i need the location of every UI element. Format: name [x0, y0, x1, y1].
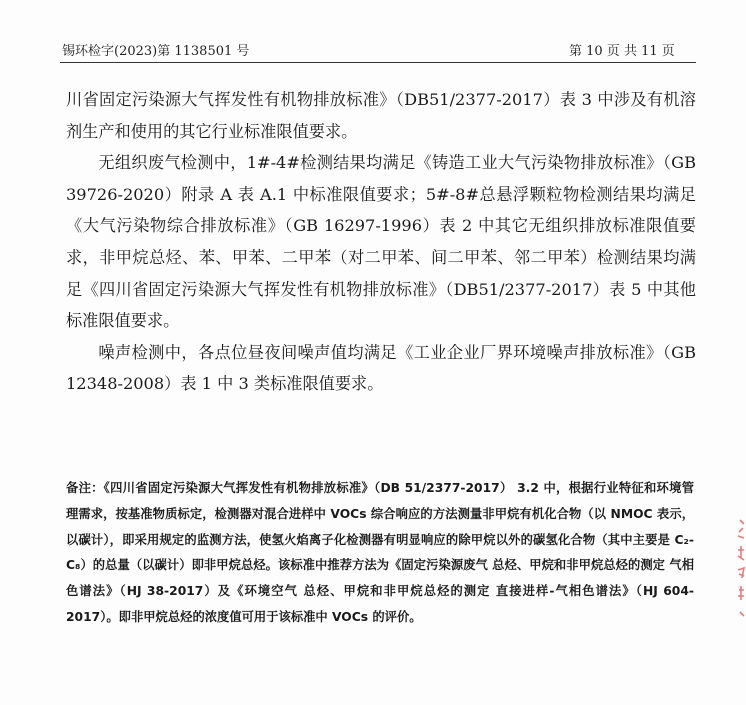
remarks-note [66, 476, 694, 631]
paragraph-noise: 噪声检测中，各点位昼夜间噪声值均满足《工业企业厂界环境噪声排放标准》（GB 12348-2008）表 1 中 3 类标准限值要求。 [66, 342, 696, 394]
page-indicator: 第 10 页 共 11 页 [569, 44, 675, 59]
paragraph-continuation: 川省固定污染源大气挥发性有机物排放标准》（DB51/2377-2017）表 3 中涉及有机溶剂生产和使用的其它行业标准限值要求。 [66, 90, 696, 141]
remarks-text: 备注：《四川省固定污染源大气挥发性有机物排放标准》（DB 51/2377-2017） 3.2 中，根据行业特征和环境管理需求，按基准物质标定，检测器对混合进样中 VOCs 综合响应的方法测量非甲烷有机化合物（以 NMOC 表示，以碳计），即采用规定的监测方法，使氢火焰离子化检测器有明显响应的除甲烷以外的碳氢化合物（其中主要是 C₂-C₈）的总量（以碳计）即非甲烷总烃。该标准中推荐方法为《固定污染源废气 总烃、甲烷和非甲烷总烃的测定 气相色谱法》（HJ 38-2017）及《环境空气 总烃、甲烷和非甲烷总烃的测定 直接进样-气相色谱法》（HJ 604-2017）。即非甲烷总烃的浓度值可用于该标准中 VOCs 的评价。 [66, 481, 694, 624]
report-number: 锡环检字(2023)第 1138501 号 [62, 44, 250, 59]
seal-fragment-icon [730, 516, 746, 626]
red-seal-stamp-edge [730, 516, 746, 626]
paragraph-fugitive-emission: 无组织废气检测中，1#-4#检测结果均满足《铸造工业大气污染物排放标准》（GB 39726-2020）附录 A 表 A.1 中标准限值要求；5#-8#总悬浮颗粒物检测结果均满足《大气污染物综合排放标准》（GB 16297-1996）表 2 中其它无组织排放标准限值要求，非甲烷总烃、苯、甲苯、二甲苯（对二甲苯、间二甲苯、邻二甲苯）检测结果均满足《四川省固定污染源大气挥发性有机物排放标准》（DB51/2377-2017）表 5 中其他标准限值要求。 [66, 153, 696, 331]
header-divider [60, 62, 696, 63]
conclusion-text [66, 84, 696, 400]
